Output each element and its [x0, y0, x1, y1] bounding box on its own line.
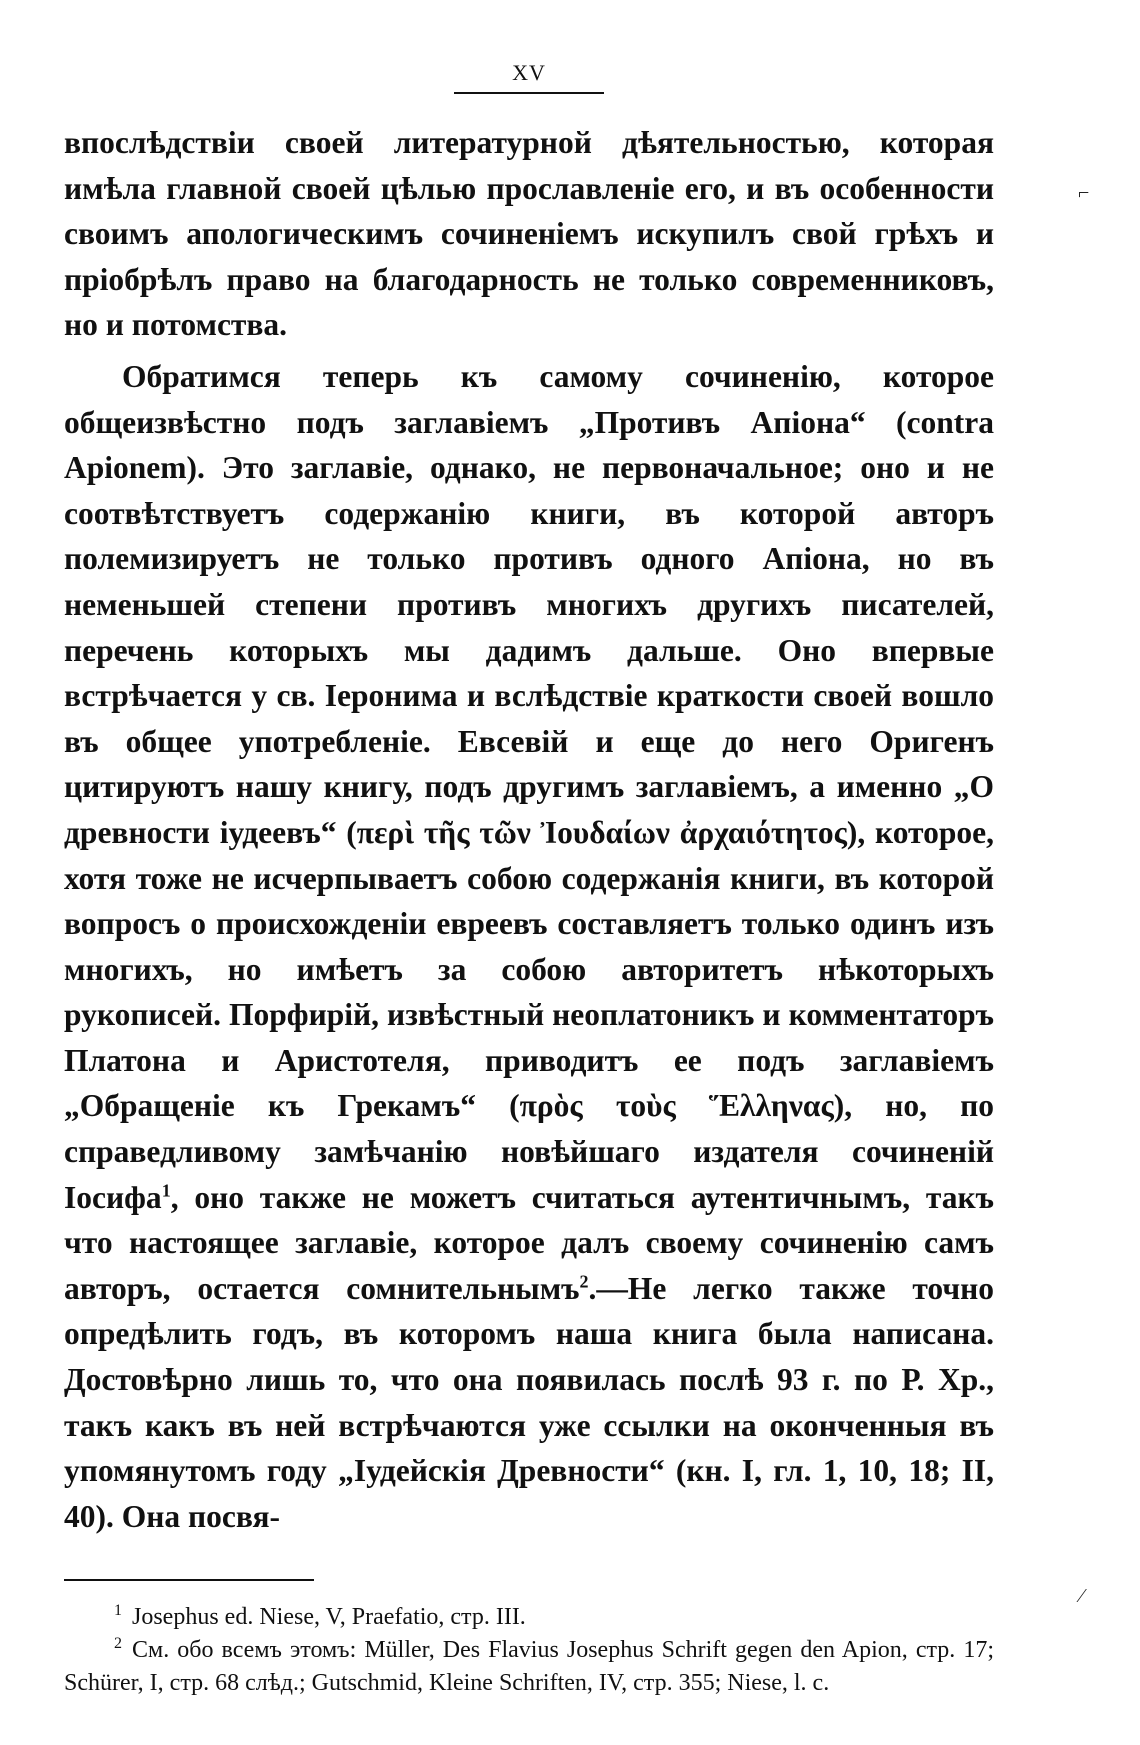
paragraph-2 — [64, 354, 994, 1539]
margin-pencil-mark-bottom: ⁄ — [1080, 1585, 1084, 1607]
paragraph-2-part-1: Обратимся теперь къ самому сочиненію, которое общеизвѣстно подъ заглавіемъ „Противъ Апіона“ (contra Apionem). Это заглавіе, однако, не первоначальное; оно и не соотвѣтствуетъ содержанію книги, въ которой авторъ полемизируетъ не только противъ одного Апіона, но въ неменьшей степени противъ многихъ другихъ писателей, перечень которыхъ мы дадимъ дальше. Оно впервые встрѣчается у св. Іеронима и вслѣдствіе краткости своей вошло въ общее употребленіе. Евсевій и еще до него Оригенъ цитируютъ нашу книгу, подъ другимъ заглавіемъ, а именно „О древности іудеевъ“ (περὶ τῆς τῶν Ἰουδαίων ἀρχαιότητος), которое, хотя тоже не исчерпываетъ собою содержанія книги, въ которой вопросъ о происхожденіи евреевъ составляетъ только одинъ изъ многихъ, но имѣетъ за собою авторитетъ нѣкоторыхъ рукописей. Порфирій, извѣстный неоплатоникъ и комментаторъ Платона и Аристотеля, приводитъ ее подъ заглавіемъ „Обращеніе къ Грекамъ“ (πρὸς τοὺς Ἕλληνας), но, по справедливому замѣчанію новѣйшаго издателя сочиненій Іосифа — [64, 358, 994, 1215]
note-ref-2: 2 — [579, 1271, 589, 1292]
footnote-1-mark: 1 — [114, 1602, 122, 1620]
footnote-2-mark: 2 — [114, 1635, 122, 1653]
paragraph-2-part-2: , оно также не можетъ считаться аутентичнымъ, такъ что настоящее заглавіе, которое далъ своему сочиненію самъ авторъ, остается сомнительнымъ — [64, 1179, 994, 1306]
page — [64, 60, 994, 1700]
paragraph-2-part-3: .—Не легко также точно опредѣлить годъ, въ которомъ наша книга была написана. Достовѣрно лишь то, что она появилась послѣ 93 г. по Р. Хр., такъ какъ въ ней встрѣчаются уже ссылки на оконченныя въ упомянутомъ году „Іудейскія Древности“ (кн. I, гл. 1, 10, 18; II, 40). Она посвя- — [64, 1270, 995, 1534]
footnote-rule — [64, 1579, 314, 1581]
footnote-2 — [64, 1634, 994, 1700]
footnote-2-text: См. обо всемъ этомъ: Müller, Des Flavius Josephus Schrift gegen den Apion, стр. 17; Schürer, I, стр. 68 слѣд.; Gutschmid, Kleine Schriften, IV, стр. 355; Niese, l. c. — [64, 1637, 994, 1697]
footnote-1 — [64, 1601, 994, 1634]
note-ref-1: 1 — [161, 1180, 171, 1201]
header-rule — [454, 92, 604, 94]
paragraph-1: впослѣдствіи своей литературной дѣятельностью, которая имѣла главной своей цѣлью прославленіе его, и въ особенности своимъ апологическимъ сочиненіемъ искупилъ свой грѣхъ и пріобрѣлъ право на благодарность не только современниковъ, но и потомства. — [64, 125, 994, 343]
footnote-1-text: Josephus ed. Niese, V, Praefatio, стр. III. — [132, 1604, 526, 1631]
margin-pencil-mark-top: ⌐ — [1078, 182, 1090, 204]
page-number: XV — [512, 60, 546, 85]
